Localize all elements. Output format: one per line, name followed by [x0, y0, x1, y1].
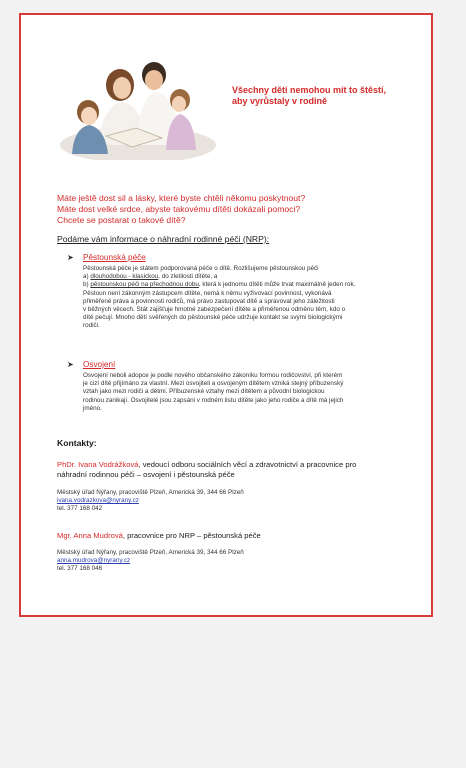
contact-2-name: Mgr. Anna Mudrová	[57, 531, 123, 540]
foster-line: přiměřeně práva a povinnosti rodičů, má právo zastupovat dítě a spravovat jeho záležitosti	[83, 297, 335, 305]
foster-item-a-rest: , do zletilosti dítěte, a	[158, 273, 218, 281]
question-1: Máte ještě dost sil a lásky, které byste chtěli někomu poskytnout?	[57, 193, 306, 203]
foster-line: v běžných věcech. Stát zajišťuje hmotné zabezpečení dítěte a přiměřenou odměnu těm, kdo o	[83, 306, 346, 314]
headline-line-2: aby vyrůstaly v rodině	[232, 96, 328, 106]
intro-heading: Podáme vám informace o náhradní rodinné péči (NRP):	[57, 234, 270, 244]
foster-item-b-term: pěstounskou péči na přechodnou dobu	[90, 281, 199, 289]
adoption-line: je cizí dítě přijímáno za vlastní. Mezi osvojiteli a osvojeným dítětem vzniká stejný příbuzenský	[83, 380, 344, 388]
foster-line: Pěstoun není zákonným zástupcem dítěte, nemá k němu vyživovací povinnost, vykonává	[83, 289, 332, 297]
questions-block	[57, 193, 407, 226]
contact-1-email-link[interactable]: ivana.vodrazkova@nyrany.cz	[57, 497, 139, 505]
contact-1-phone: tel. 377 168 042	[57, 505, 103, 513]
contact-1-name: PhDr. Ivana Vodrážková	[57, 460, 139, 469]
foster-line: dítě pečují. Mnoho dětí svěřených do pěstounské péče udržuje kontakt se svými biologickými	[83, 314, 343, 322]
foster-item-b	[83, 281, 413, 289]
contact-2-details	[57, 549, 377, 574]
foster-line: rodiči.	[83, 322, 100, 330]
adoption-line: vztah jako mezi rodiči a dětmi. Příbuzenské vztahy mezi dítětem a původní biologickou	[83, 388, 325, 396]
adoption-line: rodinou zanikají. Osvojitelé jsou zapsáni v rodném listu dítěte jako jeho rodiče a dítě má jejich	[83, 396, 344, 404]
contact-1-role-line-1: , vedoucí odboru sociálních věcí a zdravotnictví a pracovnice pro	[138, 460, 357, 469]
foster-item-a-marker: a)	[83, 273, 89, 281]
contact-2-role-line-1: , pracovnice pro NRP – pěstounská péče	[122, 531, 261, 540]
contact-1-address: Městský úřad Nýřany, pracoviště Plzeň, Americká 39, 344 66 Plzeň	[57, 489, 244, 496]
contact-2-address: Městský úřad Nýřany, pracoviště Plzeň, Americká 39, 344 66 Plzeň	[57, 549, 244, 556]
foster-item-b-rest: , která k jednomu dítěti může trvat maximálně jeden rok.	[198, 281, 356, 289]
contact-2-email-link[interactable]: anna.mudrova@nyrany.cz	[57, 557, 131, 565]
contact-2-role	[57, 531, 407, 541]
adoption-line: jméno.	[83, 404, 102, 412]
contact-1-details	[57, 489, 377, 514]
question-3: Chcete se postarat o takové dítě?	[57, 215, 186, 225]
arrow-bullet-icon: ➤	[67, 253, 74, 262]
adoption-line: Osvojení neboli adopce je podle nového občanského zákoníku formou rodičovství, při kterém	[83, 372, 343, 379]
contacts-heading: Kontakty:	[57, 438, 97, 448]
foster-line: Pěstounská péče je státem podporovaná péče o dítě. Rozlišujeme pěstounskou péči	[83, 265, 319, 272]
family-photo	[58, 50, 218, 160]
adoption-title: Osvojení	[83, 360, 116, 369]
headline-line-1: Všechny děti nemohou mít to štěstí,	[232, 85, 387, 95]
adoption-text	[83, 372, 413, 413]
arrow-bullet-icon: ➤	[67, 360, 74, 369]
foster-item-a-term: dlouhodobou - klasickou	[90, 273, 159, 281]
contact-1-role-line-2: náhradní rodinnou péči – osvojení i pěstounská péče	[57, 469, 235, 479]
foster-title: Pěstounská péče	[83, 253, 146, 262]
contact-2-phone: tel. 377 168 046	[57, 565, 103, 573]
contact-1-role	[57, 460, 407, 480]
foster-item-b-marker: b)	[83, 281, 89, 289]
foster-text	[83, 265, 413, 331]
headline	[232, 85, 417, 107]
question-2: Máte dost velké srdce, abyste takovému dítěti dokázali pomoci?	[57, 204, 301, 214]
